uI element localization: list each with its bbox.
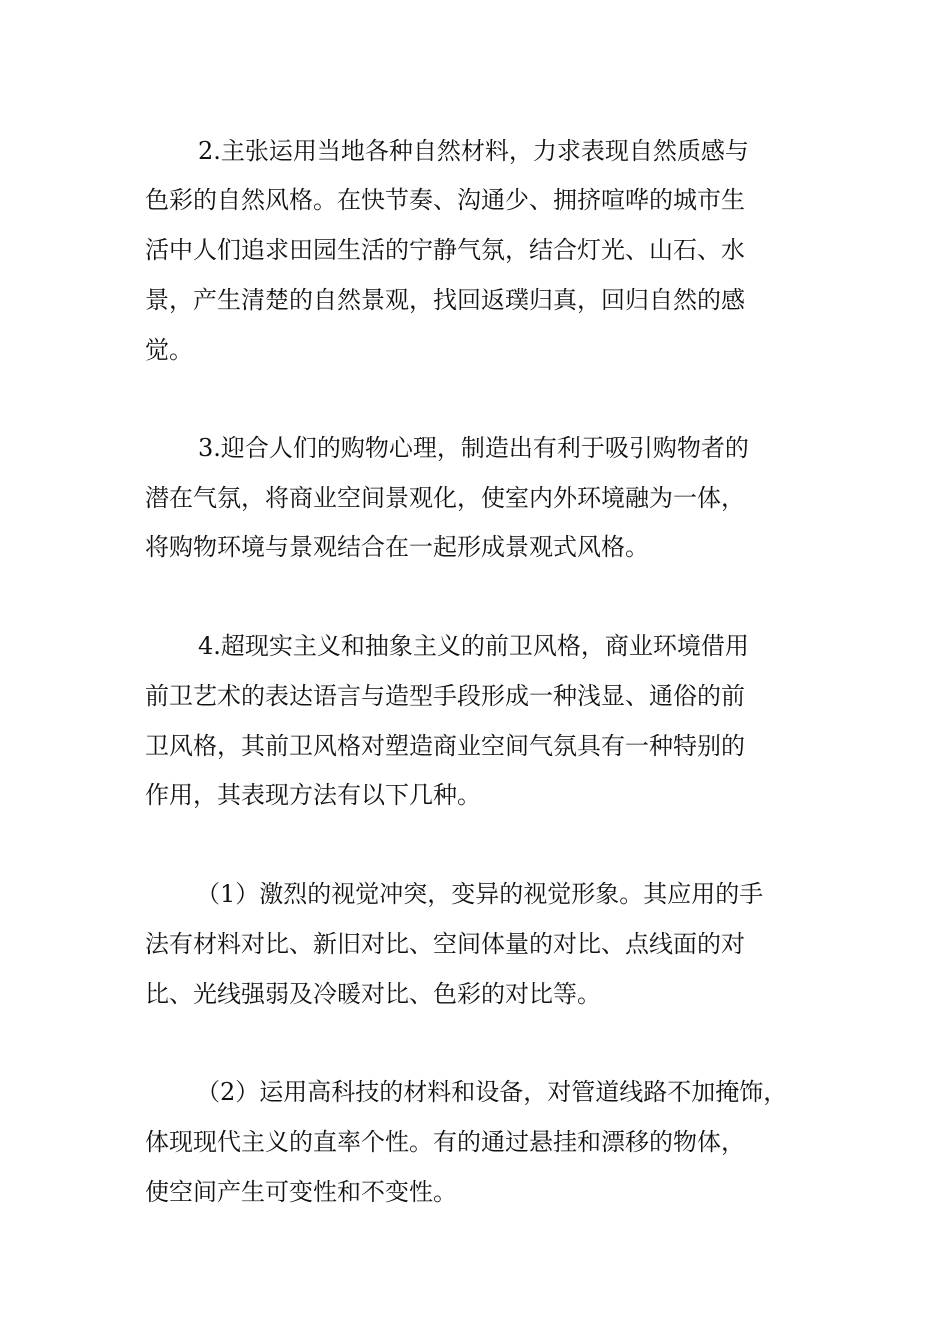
- text-line: 使空间产生可变性和不变性。: [145, 1178, 457, 1206]
- text-line: 潜在气氛，将商业空间景观化，使室内外环境融为一体，: [145, 484, 745, 512]
- text-line: 比、光线强弱及冷暖对比、色彩的对比等。: [145, 980, 601, 1008]
- text-line: 活中人们追求田园生活的宁静气氛，结合灯光、山石、水: [145, 236, 745, 264]
- text-line: （1）激烈的视觉冲突，变异的视觉形象。其应用的手: [196, 880, 764, 908]
- text-line: 2.主张运用当地各种自然材料，力求表现自然质感与: [198, 137, 749, 165]
- text-line: 卫风格，其前卫风格对塑造商业空间气氛具有一种特别的: [145, 732, 745, 760]
- text-line: 景，产生清楚的自然景观，找回返璞归真，回归自然的感: [145, 286, 745, 314]
- text-line: 前卫艺术的表达语言与造型手段形成一种浅显、通俗的前: [145, 682, 745, 710]
- text-line: 觉。: [145, 336, 193, 364]
- text-line: 体现现代主义的直率个性。有的通过悬挂和漂移的物体，: [145, 1128, 745, 1156]
- text-line: 4.超现实主义和抽象主义的前卫风格，商业环境借用: [198, 632, 749, 660]
- text-line: （2）运用高科技的材料和设备，对管道线路不加掩饰，: [196, 1078, 788, 1106]
- text-line: 色彩的自然风格。在快节奏、沟通少、拥挤喧哗的城市生: [145, 186, 745, 214]
- text-line: 将购物环境与景观结合在一起形成景观式风格。: [145, 533, 649, 561]
- text-line: 法有材料对比、新旧对比、空间体量的对比、点线面的对: [145, 930, 745, 958]
- text-line: 作用，其表现方法有以下几种。: [145, 781, 481, 809]
- text-line: 3.迎合人们的购物心理，制造出有利于吸引购物者的: [198, 434, 749, 462]
